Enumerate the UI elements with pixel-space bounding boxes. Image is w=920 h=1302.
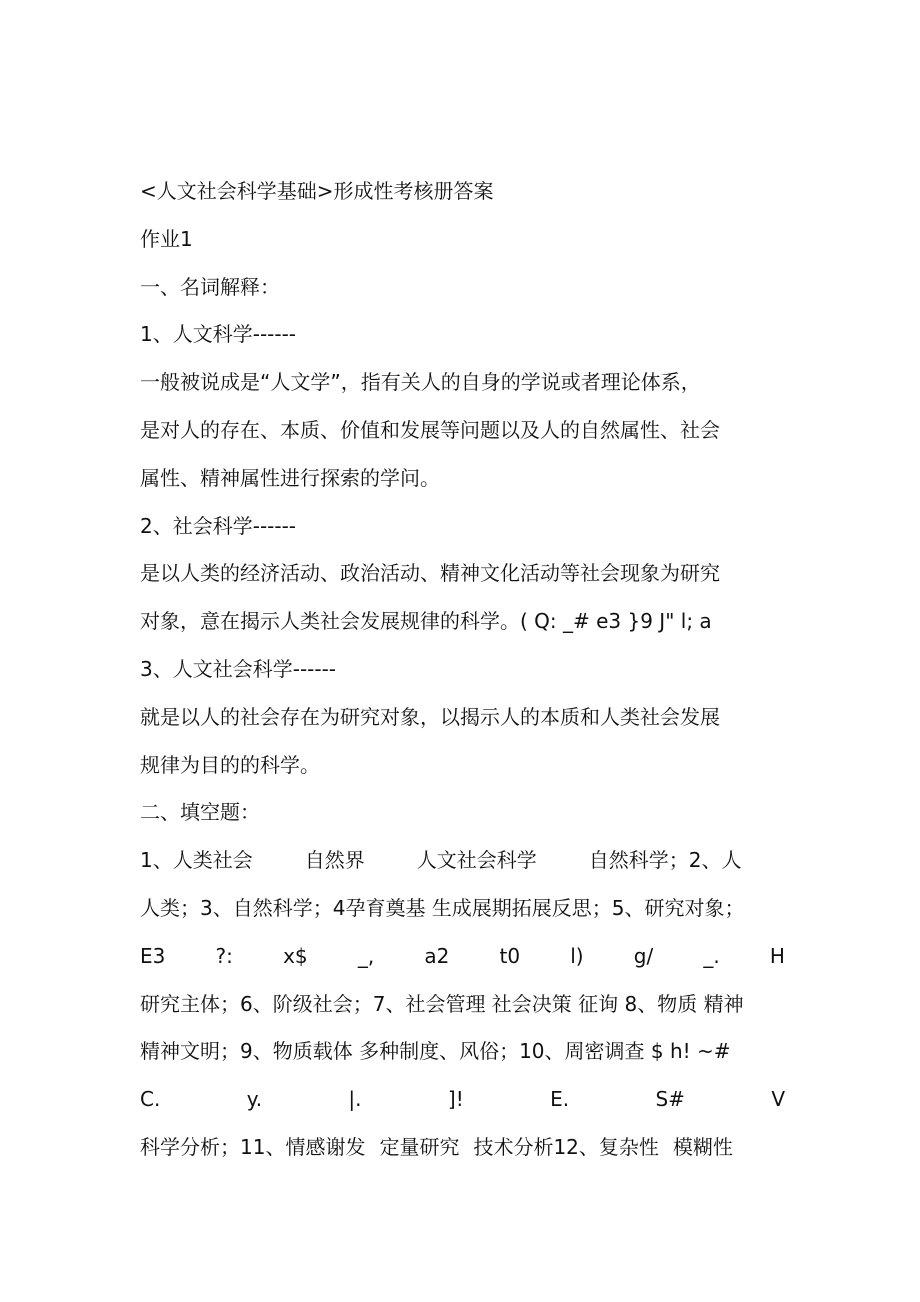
stray-glyph: _,	[357, 943, 375, 968]
term1-line-3: 属性、精神属性进行探索的学问。	[140, 465, 440, 490]
stray-glyph: g/	[633, 943, 654, 968]
fill-answer: 自然界	[304, 848, 365, 873]
assignment-label: 作业1	[140, 226, 193, 251]
fill-line-2: 人类；3、自然科学；4孕育奠基 生成展期拓展反思；5、研究对象；	[140, 895, 745, 920]
stray-glyph: l)	[570, 943, 584, 968]
term2-line-2: 对象，意在揭示人类社会发展规律的科学。( Q: _# e3 }9 J" l; a	[140, 609, 712, 634]
term3-line-2: 规律为目的的科学。	[140, 752, 320, 777]
stray-glyph: t0	[499, 943, 521, 968]
term3-line-1: 就是以人的社会存在为研究对象，以揭示人的本质和人类社会发展	[140, 704, 720, 729]
term1-line-2: 是对人的存在、本质、价值和发展等问题以及人的自然属性、社会	[140, 417, 720, 442]
term2-line-1: 是以人类的经济活动、政治活动、精神文化活动等社会现象为研究	[140, 561, 720, 586]
stray-glyph: x$	[283, 943, 308, 968]
stray-glyph: ]!	[447, 1087, 464, 1112]
stray-glyph: ?:	[215, 943, 233, 968]
stray-glyph: S#	[655, 1087, 685, 1112]
stray-glyph: C.	[140, 1087, 161, 1112]
stray-glyph: V	[771, 1087, 785, 1112]
stray-glyph: E.	[550, 1087, 570, 1112]
term3-heading: 3、人文社会科学------	[140, 656, 337, 681]
section-heading-terms: 一、名词解释：	[140, 274, 280, 299]
fill-answer: 科学分析；11、情感谢发	[140, 1134, 366, 1159]
fill-line-4: 研究主体；6、阶级社会；7、社会管理 社会决策 征询 8、物质 精神	[140, 991, 744, 1016]
stray-glyph: E3	[140, 943, 166, 968]
document-body	[140, 168, 785, 1172]
term2-heading: 2、社会科学------	[140, 513, 297, 538]
fill-line-1	[140, 837, 785, 885]
fill-answer: 技术分析12、复杂性	[473, 1134, 659, 1159]
document-title: <人文社会科学基础>形成性考核册答案	[140, 179, 494, 203]
fill-answer: 自然科学；2、人	[588, 848, 742, 873]
fill-answer: 人文社会科学	[416, 848, 537, 873]
section-heading-fill-blanks: 二、填空题：	[140, 800, 260, 825]
fill-line-6	[140, 1076, 785, 1124]
fill-line-5: 精神文明；9、物质载体 多种制度、风俗；10、周密调查 $ h! ~#	[140, 1039, 731, 1064]
fill-line-3	[140, 933, 785, 981]
stray-glyph: a2	[424, 943, 450, 968]
fill-answer: 定量研究	[379, 1134, 460, 1159]
stray-glyph: H	[769, 943, 785, 968]
fill-answer: 1、人类社会	[140, 848, 253, 873]
stray-glyph: |.	[348, 1087, 362, 1112]
term1-heading: 1、人文科学------	[140, 322, 297, 347]
stray-glyph: y.	[246, 1087, 263, 1112]
fill-line-7	[140, 1124, 785, 1172]
term1-line-1: 一般被说成是“人文学”，指有关人的自身的学说或者理论体系，	[140, 370, 701, 395]
stray-glyph: _.	[703, 943, 720, 968]
fill-answer: 模糊性	[672, 1134, 733, 1159]
